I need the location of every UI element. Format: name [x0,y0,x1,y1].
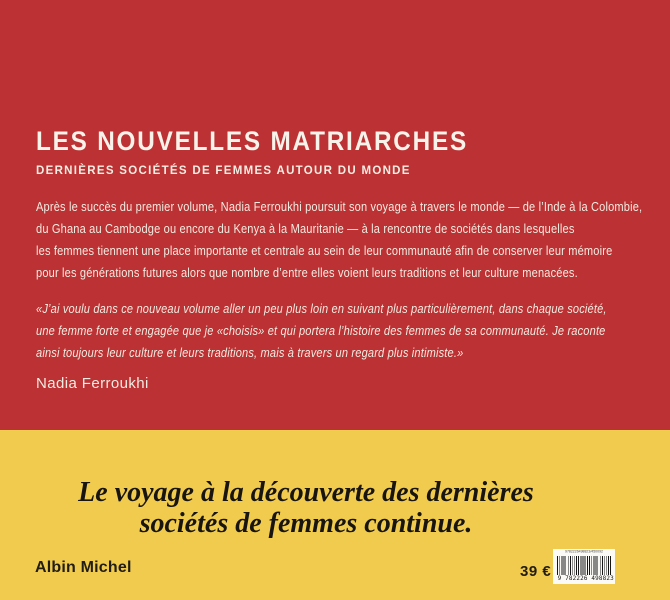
tagline [0,477,612,539]
barcode-isbn-text: 9782226498823/450092 [565,550,603,554]
description-line-4: pour les générations futures alors que nombre d’entre elles voient leurs traditions et leur culture menacées. [36,265,578,280]
publisher-name: Albin Michel [35,559,132,576]
description-paragraph [36,196,643,284]
book-title: LES NOUVELLES MATRIARCHES [36,126,469,156]
price-label: 39 € [520,563,552,580]
barcode-bars [557,556,611,575]
quote-line-1: «J’ai voulu dans ce nouveau volume aller un peu plus loin en suivant plus particulièrement, dans chaque société, [36,301,607,316]
yellow-banner [0,430,670,600]
quote-line-2: une femme forte et engagée que je «choisis» et qui portera l’histoire des femmes de sa communauté. Je raconte [36,323,606,338]
quote-line-3: ainsi toujours leur culture et leurs traditions, mais à travers un regard plus intimiste.» [36,345,464,360]
author-quote-paragraph [36,298,607,364]
barcode-isbn-row [553,550,615,555]
tagline-line-2: sociétés de femmes continue. [139,508,473,539]
description-line-2: du Ghana au Cambodge ou encore du Kenya à la Mauritanie — à la rencontre de sociétés dans lesquelles [36,221,575,236]
description-line-3: les femmes tiennent une place importante et centrale au sein de leur communauté afin de conserver leur mémoire [36,243,613,258]
description-line-1: Après le succès du premier volume, Nadia Ferroukhi poursuit son voyage à travers le monde — de l’Inde à la Colombie, [36,199,643,214]
barcode [553,549,615,584]
tagline-line-1: Le voyage à la découverte des dernières [78,477,534,508]
barcode-ean-digits: 9 782226 498823 [557,575,614,582]
author-name: Nadia Ferroukhi [36,375,149,392]
book-subtitle: DERNIÈRES SOCIÉTÉS DE FEMMES AUTOUR DU MONDE [36,165,411,177]
